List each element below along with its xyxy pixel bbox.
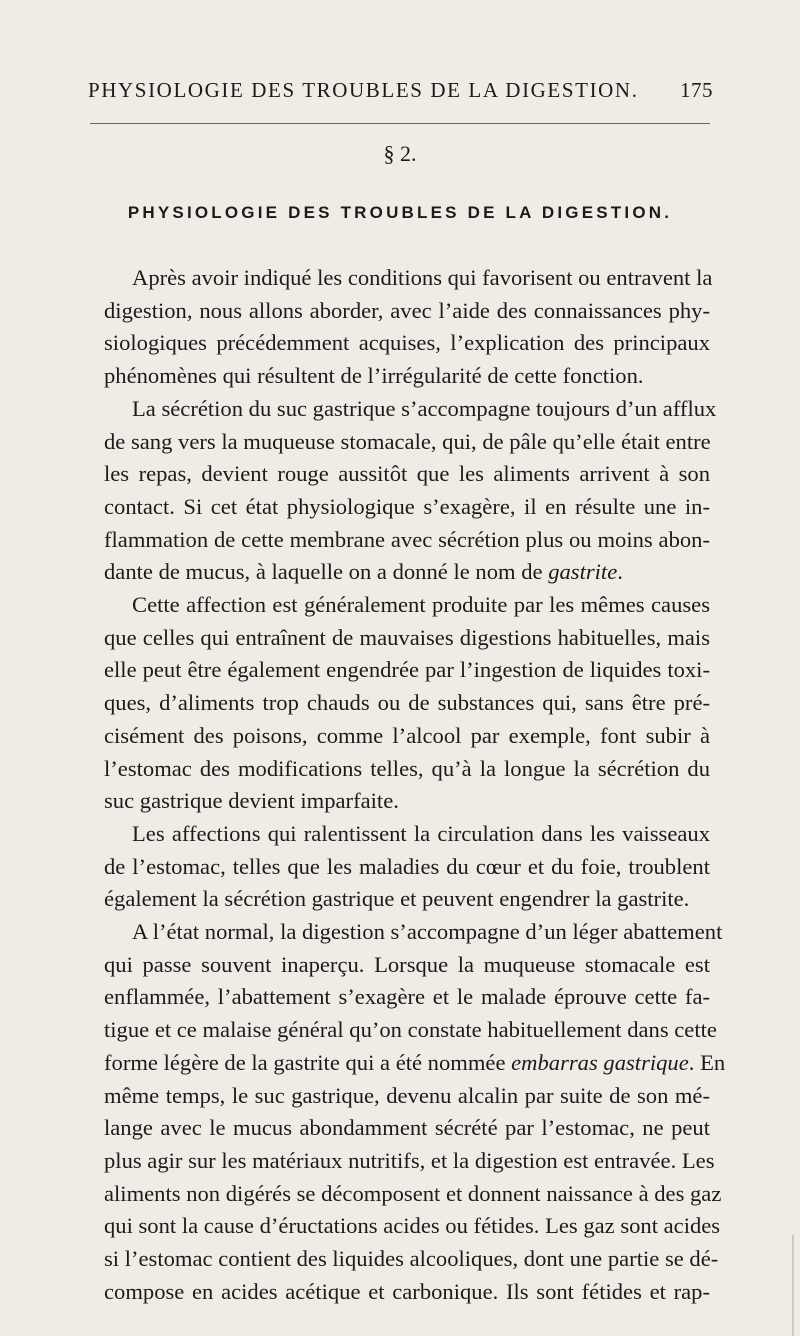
body-text	[104, 262, 726, 1309]
text-line	[104, 556, 710, 589]
italic-term-gastrite: gastrite	[548, 559, 618, 585]
text-line: phénomènes qui résultent de l’irrégularité de cette fonction.	[104, 363, 644, 389]
text-line: lange avec le mucus abondamment sécrété par l’estomac, ne peut	[104, 1115, 710, 1141]
text-line: compose en acides acétique et carbonique. Ils sont fétides et rap-	[104, 1278, 710, 1304]
section-number: § 2.	[383, 141, 417, 166]
text-line: de l’estomac, telles que les maladies du cœur et du foie, troublent	[104, 853, 710, 879]
text-line: enflammée, l’abattement s’exagère et le malade éprouve cette fa-	[104, 984, 710, 1010]
text-line	[104, 1047, 726, 1080]
text-line: qui sont la cause d’éructations acides ou fétides. Les gaz sont acides	[104, 1213, 721, 1239]
text-line: contact. Si cet état physiologique s’exagère, il en résulte une in-	[104, 493, 710, 519]
text-line: que celles qui entraînent de mauvaises digestions habituelles, mais	[104, 624, 710, 650]
italic-term-embarras-gastrique: embarras gastrique	[511, 1049, 689, 1075]
text-line: cisément des poisons, comme l’alcool par exemple, font subir à	[104, 722, 710, 748]
text-line: de sang vers la muqueuse stomacale, qui, de pâle qu’elle était entre	[104, 428, 711, 454]
page-header	[88, 78, 713, 108]
text-run: . En	[688, 1049, 726, 1075]
text-line: digestion, nous allons aborder, avec l’aide des connaissances phy-	[104, 297, 710, 323]
text-line: qui passe souvent inaperçu. Lorsque la muqueuse stomacale est	[104, 951, 710, 977]
text-line: ques, d’aliments trop chauds ou de substances qui, sans être pré-	[104, 690, 710, 716]
text-line: suc gastrique devient imparfaite.	[104, 788, 399, 814]
text-run: dante de mucus, à laquelle on a donné le nom de	[104, 559, 549, 585]
text-line: Après avoir indiqué les conditions qui favorisent ou entravent la	[132, 265, 713, 290]
text-line: siologiques précédemment acquises, l’explication des principaux	[104, 330, 710, 356]
running-title: PHYSIOLOGIE DES TROUBLES DE LA DIGESTION.	[88, 78, 639, 102]
text-line: les repas, devient rouge aussitôt que les aliments arrivent à son	[104, 461, 710, 487]
text-line: La sécrétion du suc gastrique s’accompagne toujours d’un afflux	[132, 395, 717, 421]
scan-edge-shadow	[792, 1235, 794, 1336]
text-line: même temps, le suc gastrique, devenu alcalin par suite de son mé-	[104, 1082, 710, 1108]
text-line: flammation de cette membrane avec sécrétion plus ou moins abon-	[104, 526, 710, 552]
text-line: si l’estomac contient des liquides alcooliques, dont une partie se dé-	[104, 1246, 719, 1272]
text-line: Les affections qui ralentissent la circulation dans les vaisseaux	[132, 820, 710, 846]
text-line: également la sécrétion gastrique et peuvent engendrer la gastrite.	[104, 886, 690, 912]
section-title: PHYSIOLOGIE DES TROUBLES DE LA DIGESTION.	[127, 203, 673, 222]
text-line: A l’état normal, la digestion s’accompagne d’un léger abattement	[132, 919, 723, 945]
text-line: Cette affection est généralement produite par les mêmes causes	[132, 592, 710, 618]
text-line: aliments non digérés se décomposent et donnent naissance à des gaz	[104, 1180, 722, 1206]
text-line: plus agir sur les matériaux nutritifs, et la digestion est entravée. Les	[104, 1147, 715, 1173]
text-run: .	[617, 559, 623, 585]
header-rule	[90, 123, 710, 124]
text-run: forme légère de la gastrite qui a été nommée	[104, 1049, 512, 1075]
text-line: l’estomac des modifications telles, qu’à la longue la sécrétion du	[104, 755, 710, 781]
text-line: tigue et ce malaise général qu’on constate habituellement dans cette	[104, 1017, 717, 1043]
text-line: elle peut être également engendrée par l’ingestion de liquides toxi-	[104, 657, 710, 683]
page-number: 175	[680, 78, 713, 102]
